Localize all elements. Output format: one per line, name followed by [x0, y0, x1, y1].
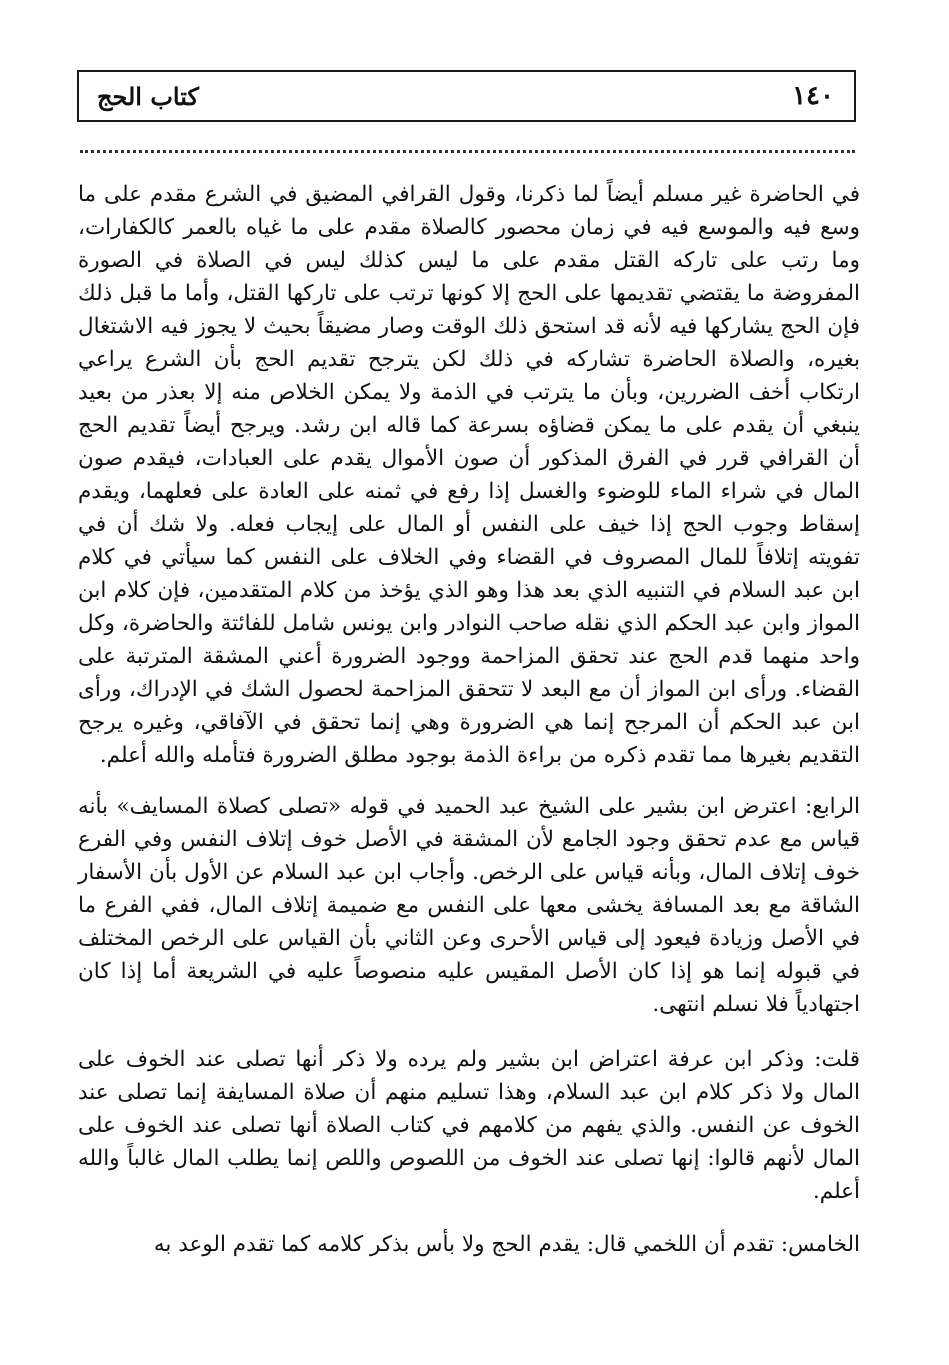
running-title: كتاب الحج	[97, 82, 199, 111]
page-number: ١٤٠	[792, 81, 834, 111]
paragraph-continuation: في الحاضرة غير مسلم أيضاً لما ذكرنا، وقول القرافي المضيق في الشرع مقدم على ما وسع فيه والموسع فيه في زمان محصور كالصلاة مقدم على ما غياه بالعمر كالكفارات، وما رتب على تاركه القتل مقدم على ما ليس كذلك ليس في الصلاة في الصورة المفروضة ما يقتضي تقديمها على الحج إلا كونها ترتب على تاركها القتل، وأما ما قبل ذلك فإن الحج يشاركها فيه لأنه قد استحق ذلك الوقت وصار مضيقاً بحيث لا يجوز فيه الاشتغال بغيره، والصلاة الحاضرة تشاركه في ذلك لكن يترجح تقديم الحج بأن الشرع يراعي ارتكاب أخف الضررين، وبأن ما يترتب في الذمة ولا يمكن الخلاص منه إلا بعذر من بعيد ينبغي أن يقدم على ما يمكن قضاؤه بسرعة كما قاله ابن رشد. ويرجح أيضاً تقديم الحج أن القرافي قرر في الفرق المذكور أن صون الأموال يقدم على العبادات، فيقدم صون المال في شراء الماء للوضوء والغسل إذا رفع في ثمنه على العادة على فعلهما، ويقدم إسقاط وجوب الحج إذا خيف على النفس أو المال على إيجاب فعله. ولا شك أن في تفويته إتلافاً للمال المصروف في القضاء وفي الخلاف على النفس كما سيأتي في كلام ابن عبد السلام في التنبيه الذي بعد هذا وهو الذي يؤخذ من كلام المتقدمين، فإن كلام ابن المواز وابن عبد الحكم الذي نقله صاحب النوادر وابن يونس شامل للفائتة والحاضرة، وكل واحد منهما قدم الحج عند تحقق المزاحمة ووجود الضرورة أعني المشقة المترتبة على القضاء. ورأى ابن المواز أن مع البعد لا تتحقق المزاحمة لحصول الشك في الإدراك، ورأى ابن عبد الحكم أن المرجح إنما هي الضرورة وهي إنما تحقق في الآفاقي، وغيره يرجح التقديم بغيرها مما تقدم ذكره من براءة الذمة بوجود مطلق الضرورة فتأمله والله أعلم.	[78, 182, 860, 768]
paragraph-fourth: الرابع: اعترض ابن بشير على الشيخ عبد الحميد في قوله «تصلى كصلاة المسايف» بأنه قياس مع عدم تحقق وجود الجامع لأن المشقة في الأصل خوف إتلاف النفس وفي الفرع خوف إتلاف المال، وبأنه قياس على الرخص. وأجاب ابن عبد السلام عن الأول بأن الأسفار الشاقة مع بعد المسافة يخشى معها على النفس مع ضميمة إتلاف المال، ففي الفرع ما في الأصل وزيادة فيعود إلى قياس الأحرى وعن الثاني بأن القياس على الرخص المختلف في قبوله إنما هو إذا كان الأصل المقيس عليه منصوصاً عليه في الشريعة أما إذا كان اجتهادياً فلا نسلم انتهى.	[78, 794, 860, 1017]
page-body	[78, 178, 860, 1261]
running-header	[77, 70, 856, 122]
paragraph-fifth: الخامس: تقدم أن اللخمي قال: يقدم الحج ولا بأس بذكر كلامه كما تقدم الوعد به	[153, 1232, 860, 1257]
paragraph-qultu: قلت: وذكر ابن عرفة اعتراض ابن بشير ولم يرده ولا ذكر أنها تصلى عند الخوف على المال ولا ذكر كلام ابن عبد السلام، وهذا تسليم منهم أن صلاة المسايفة إنما تصلى عند الخوف عن النفس. والذي يفهم من كلامهم في كتاب الصلاة أنها تصلى عند الخوف على المال لأنهم قالوا: إنها تصلى عند الخوف من اللصوص واللص إنما يطلب المال غالباً والله أعلم.	[78, 1047, 860, 1204]
dotted-divider	[80, 150, 855, 153]
